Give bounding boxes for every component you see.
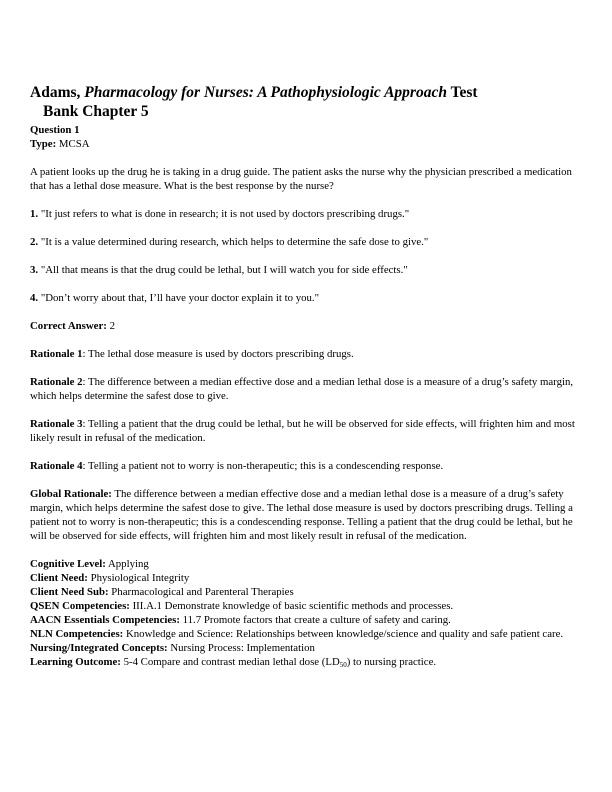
meta-label: Client Need Sub:	[30, 586, 109, 598]
answer-option-4	[30, 291, 582, 305]
meta-value: Pharmacological and Parenteral Therapies	[111, 586, 294, 598]
meta-nln-competencies	[30, 627, 582, 641]
rationale-1	[30, 347, 582, 361]
meta-qsen-competencies	[30, 599, 582, 613]
learning-outcome-text: 5-4 Compare and contrast median lethal dose (LD	[123, 656, 340, 668]
meta-value: III.A.1 Demonstrate knowledge of basic scientific methods and processes.	[132, 600, 454, 612]
meta-nursing-integrated-concepts	[30, 641, 582, 655]
question-type-line	[30, 137, 582, 151]
title-line-1	[30, 83, 582, 102]
rationale-4	[30, 459, 582, 473]
question-metadata	[30, 557, 582, 669]
title-author: Adams,	[30, 84, 85, 101]
rationale-label: Rationale 3	[30, 418, 83, 430]
rationale-colon: :	[82, 460, 86, 472]
meta-label: Nursing/Integrated Concepts:	[30, 642, 168, 654]
meta-label: AACN Essentials Competencies:	[30, 614, 180, 626]
ld50-subscript: 50	[339, 661, 347, 669]
rationale-text: Telling a patient not to worry is non-therapeutic; this is a condescending response.	[88, 460, 444, 472]
answer-option-2	[30, 235, 582, 249]
rationale-text: Telling a patient that the drug could be lethal, but he will be observed for side effects, will frighten him and most likely result in refusal of the medication.	[30, 418, 575, 444]
meta-cognitive-level	[30, 557, 582, 571]
meta-value: Applying	[107, 558, 149, 570]
meta-label: Cognitive Level:	[30, 558, 106, 570]
question-number: Question 1	[30, 124, 80, 136]
title-book-name: Pharmacology for Nurses: A Pathophysiologic Approach	[84, 84, 447, 101]
meta-aacn-essentials	[30, 613, 582, 627]
meta-value: Knowledge and Science: Relationships between knowledge/science and quality and safe patient care.	[125, 628, 564, 640]
rationale-label: Rationale 2	[30, 376, 83, 388]
correct-answer-value: 2	[109, 320, 115, 332]
global-rationale-label: Global Rationale:	[30, 488, 112, 500]
rationale-text: The difference between a median effective dose and a median lethal dose is a measure of a drug’s safety margin, which helps determine the safest dose to give.	[30, 376, 574, 402]
global-rationale	[30, 487, 582, 543]
rationale-3	[30, 417, 582, 445]
document-title	[30, 83, 582, 121]
meta-learning-outcome	[30, 655, 582, 669]
title-line-2: Bank Chapter 5	[43, 103, 149, 120]
meta-value: Nursing Process: Implementation	[170, 642, 315, 654]
option-number: 1.	[30, 208, 39, 220]
meta-client-need	[30, 571, 582, 585]
type-value: MCSA	[58, 138, 90, 150]
option-number: 3.	[30, 264, 39, 276]
correct-answer-line	[30, 319, 582, 333]
meta-label: Client Need:	[30, 572, 88, 584]
type-label: Type:	[30, 138, 57, 150]
answer-option-1	[30, 207, 582, 221]
meta-value: 11.7 Promote factors that create a culture of safety and caring.	[182, 614, 451, 626]
rationale-2	[30, 375, 582, 403]
meta-label: QSEN Competencies:	[30, 600, 130, 612]
rationale-colon: :	[82, 376, 86, 388]
global-rationale-text: The difference between a median effective dose and a median lethal dose is a measure of a drug’s safety margin, which helps determine the safest dose to give. The lethal dose measure is used by doctors prescribing drugs. Telling a patient not to worry is non-therapeutic; this is a condescending response. Telling a patient that the drug could be lethal, but he will be observed for side effects, will frighten him and most likely result in refusal of the medication.	[30, 488, 573, 542]
option-number: 2.	[30, 236, 39, 248]
meta-client-need-sub	[30, 585, 582, 599]
option-number: 4.	[30, 292, 39, 304]
option-text: "It is a value determined during research, which helps to determine the safe dose to give."	[40, 236, 429, 248]
correct-answer-label: Correct Answer:	[30, 320, 107, 332]
rationale-label: Rationale 4	[30, 460, 83, 472]
rationale-colon: :	[82, 348, 86, 360]
question-stem: A patient looks up the drug he is taking in a drug guide. The patient asks the nurse why the physician prescribed a medication that has a lethal dose measure. What is the best response by the nurse?	[30, 166, 572, 192]
rationale-text: The lethal dose measure is used by doctors prescribing drugs.	[88, 348, 354, 360]
question-header	[30, 123, 582, 151]
meta-label: NLN Competencies:	[30, 628, 124, 640]
learning-outcome-text-end: ) to nursing practice.	[346, 656, 437, 668]
meta-value: Physiological Integrity	[90, 572, 190, 584]
rationale-colon: :	[82, 418, 86, 430]
answer-option-3	[30, 263, 582, 277]
rationale-label: Rationale 1	[30, 348, 83, 360]
meta-label: Learning Outcome:	[30, 656, 121, 668]
title-suffix: Test	[446, 84, 478, 101]
option-text: "Don’t worry about that, I’ll have your doctor explain it to you."	[40, 292, 319, 304]
option-text: "It just refers to what is done in research; it is not used by doctors prescribing drugs."	[40, 208, 410, 220]
option-text: "All that means is that the drug could be lethal, but I will watch you for side effects."	[40, 264, 408, 276]
